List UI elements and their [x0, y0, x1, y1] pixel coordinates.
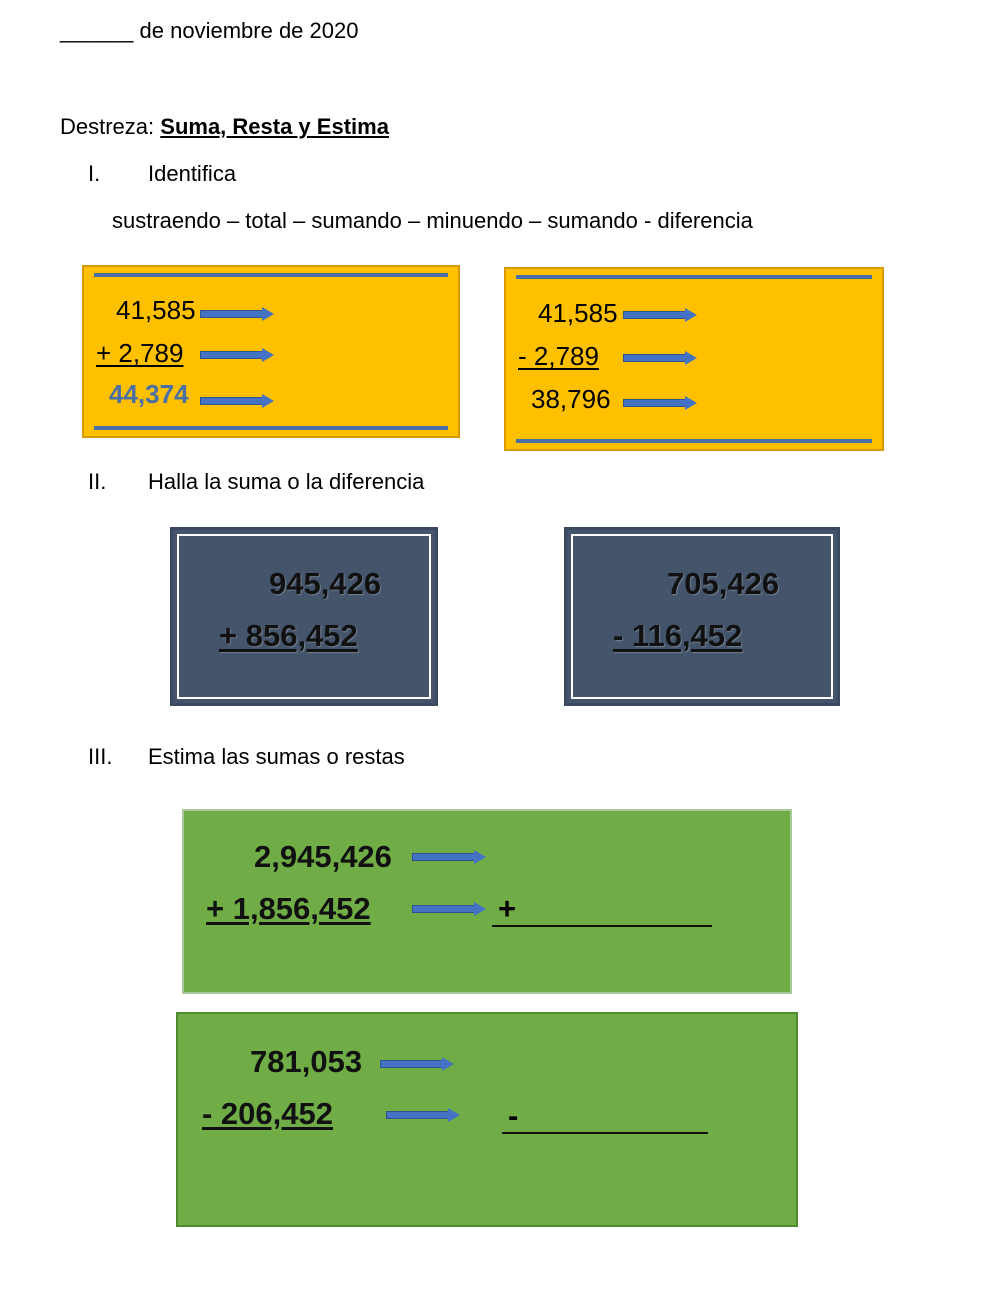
section-2-title: Halla la suma o la diferencia: [148, 469, 425, 494]
addend-1: 41,585: [116, 295, 196, 325]
section-1-numeral: I.: [88, 161, 101, 186]
date-blank[interactable]: ______: [60, 18, 134, 43]
minuend: 705,426: [667, 566, 780, 601]
date-text: de noviembre de 2020: [133, 18, 359, 43]
date-line: [60, 18, 358, 44]
estimate-subtraction-answer-field[interactable]: [502, 1098, 708, 1134]
top-rule: [516, 275, 872, 279]
minuend: 41,585: [538, 298, 618, 328]
arrow-icon: [200, 394, 274, 408]
arrow-icon: [623, 308, 697, 322]
section-1-heading: [88, 161, 236, 187]
arrow-icon: [623, 396, 697, 410]
bottom-rule: [94, 426, 448, 430]
skill-line: [60, 114, 389, 140]
subtrahend: - 2,789: [518, 341, 599, 371]
identify-addition-box: [82, 265, 460, 438]
addend-1: 2,945,426: [254, 839, 392, 874]
section-2-numeral: II.: [88, 469, 107, 494]
sum-result: 44,374: [109, 379, 189, 409]
arrow-icon: [380, 1057, 454, 1071]
addend-1: 945,426: [269, 566, 382, 601]
addend-2: + 856,452: [219, 618, 358, 653]
estimate-addition-box: [182, 809, 792, 994]
subtrahend: - 116,452: [613, 618, 743, 653]
answer-sign: -: [508, 1098, 519, 1133]
addend-2: + 2,789: [96, 338, 184, 368]
arrow-icon: [200, 307, 274, 321]
section-3-heading: [88, 744, 405, 770]
bottom-rule: [516, 439, 872, 443]
section-1-title: Identifica: [148, 161, 237, 186]
compute-addition-box: [170, 527, 438, 706]
section-3-title: Estima las sumas o restas: [148, 744, 405, 769]
box-inner-border: [177, 534, 431, 699]
section-2-heading: [88, 469, 424, 495]
compute-subtraction-box: [564, 527, 840, 706]
arrow-icon: [412, 902, 486, 916]
section-3-numeral: III.: [88, 744, 113, 769]
arrow-icon: [623, 351, 697, 365]
arrow-icon: [386, 1108, 460, 1122]
estimate-subtraction-box: [176, 1012, 798, 1227]
box-inner-border: [571, 534, 833, 699]
identify-subtraction-box: [504, 267, 884, 451]
arrow-icon: [412, 850, 486, 864]
addend-2: + 1,856,452: [206, 891, 371, 926]
subtrahend: - 206,452: [202, 1096, 333, 1131]
skill-label: Destreza:: [60, 114, 161, 139]
top-rule: [94, 273, 448, 277]
estimate-addition-answer-field[interactable]: [492, 891, 712, 927]
difference-result: 38,796: [531, 384, 611, 414]
minuend: 781,053: [250, 1044, 363, 1079]
answer-sign: +: [498, 891, 517, 926]
word-bank: sustraendo – total – sumando – minuendo – sumando - diferencia: [112, 208, 753, 233]
skill-title: Suma, Resta y Estima: [160, 114, 389, 139]
arrow-icon: [200, 348, 274, 362]
